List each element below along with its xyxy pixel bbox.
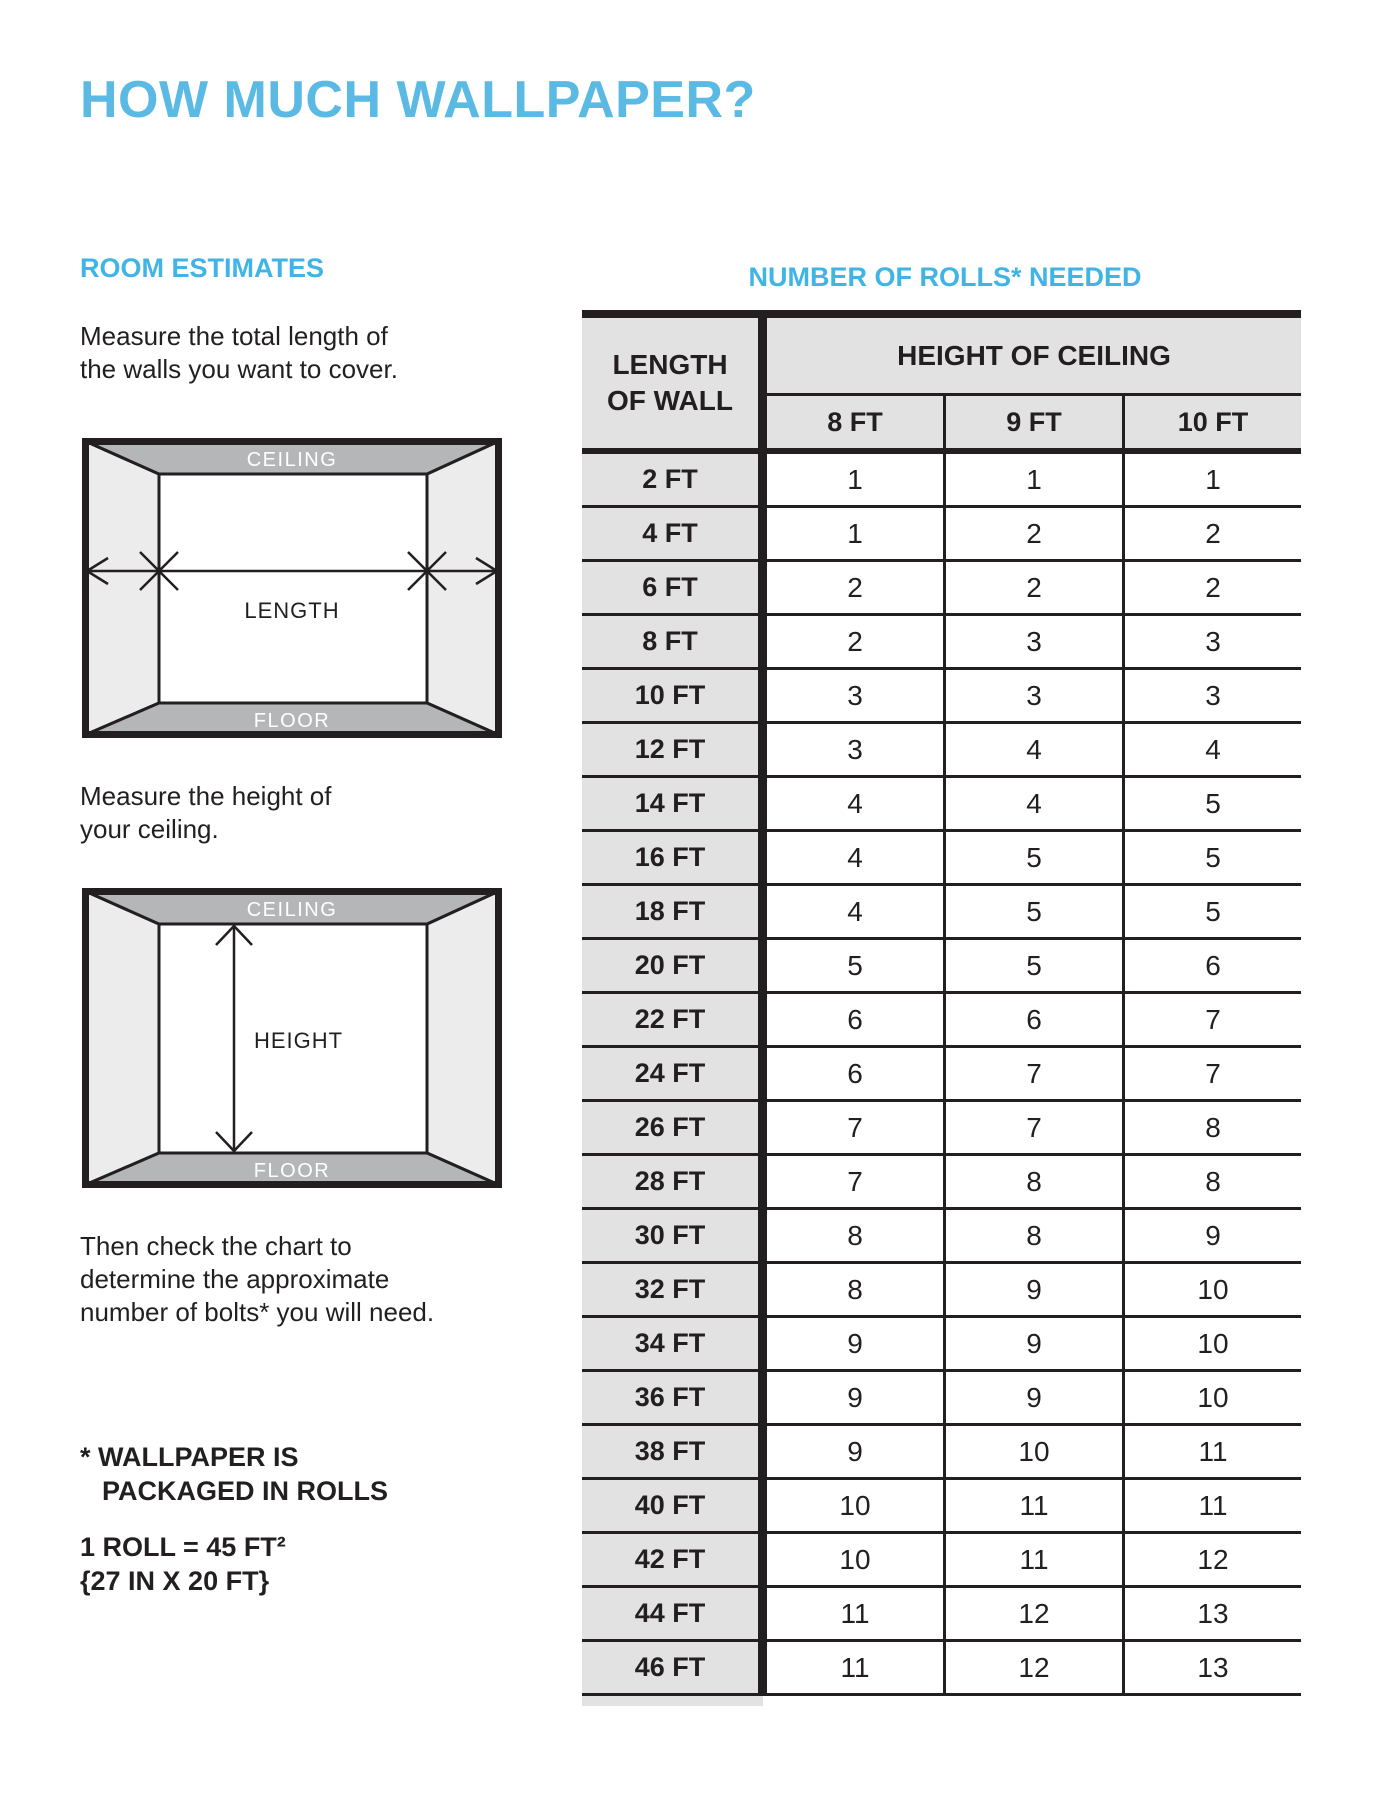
paragraph-line: number of bolts* you will need. bbox=[80, 1297, 435, 1327]
left-wall bbox=[85, 441, 159, 735]
column-header-9ft: 9 FT bbox=[945, 395, 1124, 452]
height-label: HEIGHT bbox=[254, 1028, 344, 1053]
row-label-cell: 42 FT bbox=[582, 1533, 763, 1587]
roll-size-line: 1 ROLL = 45 FT² bbox=[80, 1532, 286, 1562]
value-cell-9ft: 7 bbox=[945, 1101, 1124, 1155]
table-row bbox=[582, 1317, 1301, 1371]
paragraph-line: Then check the chart to bbox=[80, 1231, 352, 1261]
table-row bbox=[582, 615, 1301, 669]
row-label-cell: 32 FT bbox=[582, 1263, 763, 1317]
value-cell-10ft: 13 bbox=[1124, 1587, 1302, 1641]
value-cell-10ft: 4 bbox=[1124, 723, 1302, 777]
right-wall bbox=[427, 441, 499, 735]
row-label-cell: 4 FT bbox=[582, 507, 763, 561]
value-cell-10ft: 8 bbox=[1124, 1101, 1302, 1155]
value-cell-8ft: 10 bbox=[763, 1479, 945, 1533]
value-cell-8ft: 6 bbox=[763, 1047, 945, 1101]
value-cell-8ft: 11 bbox=[763, 1641, 945, 1695]
paragraph-line: Measure the height of bbox=[80, 781, 332, 811]
table-row bbox=[582, 669, 1301, 723]
value-cell-10ft: 11 bbox=[1124, 1479, 1302, 1533]
table-row bbox=[582, 1371, 1301, 1425]
floor-label: FLOOR bbox=[253, 1160, 331, 1182]
value-cell-10ft: 8 bbox=[1124, 1155, 1302, 1209]
value-cell-9ft: 4 bbox=[945, 723, 1124, 777]
value-cell-8ft: 2 bbox=[763, 615, 945, 669]
table-row bbox=[582, 1263, 1301, 1317]
value-cell-8ft: 1 bbox=[763, 451, 945, 507]
value-cell-8ft: 11 bbox=[763, 1587, 945, 1641]
value-cell-9ft: 9 bbox=[945, 1263, 1124, 1317]
rolls-table-body bbox=[582, 451, 1301, 1695]
value-cell-9ft: 5 bbox=[945, 831, 1124, 885]
value-cell-9ft: 2 bbox=[945, 507, 1124, 561]
ceiling-label: CEILING bbox=[246, 899, 338, 921]
row-label-cell: 22 FT bbox=[582, 993, 763, 1047]
row-label-cell: 14 FT bbox=[582, 777, 763, 831]
value-cell-9ft: 3 bbox=[945, 669, 1124, 723]
header-line: OF WALL bbox=[607, 385, 733, 416]
row-label-cell: 38 FT bbox=[582, 1425, 763, 1479]
value-cell-8ft: 4 bbox=[763, 831, 945, 885]
value-cell-8ft: 6 bbox=[763, 993, 945, 1047]
row-label-cell: 10 FT bbox=[582, 669, 763, 723]
row-label-cell: 34 FT bbox=[582, 1317, 763, 1371]
value-cell-9ft: 8 bbox=[945, 1209, 1124, 1263]
table-row bbox=[582, 1533, 1301, 1587]
value-cell-10ft: 10 bbox=[1124, 1371, 1302, 1425]
paragraph-line: Measure the total length of bbox=[80, 321, 388, 351]
row-label-cell: 30 FT bbox=[582, 1209, 763, 1263]
left-wall bbox=[85, 891, 159, 1185]
value-cell-9ft: 7 bbox=[945, 1047, 1124, 1101]
row-label-cell: 12 FT bbox=[582, 723, 763, 777]
room-diagram-length bbox=[82, 438, 502, 738]
table-row bbox=[582, 1587, 1301, 1641]
height-of-ceiling-header: HEIGHT OF CEILING bbox=[763, 314, 1302, 395]
row-label-cell: 2 FT bbox=[582, 451, 763, 507]
row-label-cell: 44 FT bbox=[582, 1587, 763, 1641]
value-cell-10ft: 6 bbox=[1124, 939, 1302, 993]
table-row bbox=[582, 1047, 1301, 1101]
value-cell-8ft: 7 bbox=[763, 1155, 945, 1209]
table-row bbox=[582, 993, 1301, 1047]
value-cell-10ft: 5 bbox=[1124, 831, 1302, 885]
value-cell-8ft: 3 bbox=[763, 723, 945, 777]
table-row bbox=[582, 1155, 1301, 1209]
value-cell-10ft: 1 bbox=[1124, 451, 1302, 507]
value-cell-10ft: 5 bbox=[1124, 885, 1302, 939]
value-cell-10ft: 9 bbox=[1124, 1209, 1302, 1263]
value-cell-8ft: 8 bbox=[763, 1263, 945, 1317]
value-cell-8ft: 4 bbox=[763, 777, 945, 831]
ceiling-label: CEILING bbox=[246, 449, 338, 471]
table-row bbox=[582, 1479, 1301, 1533]
row-label-cell: 8 FT bbox=[582, 615, 763, 669]
paragraph-line: your ceiling. bbox=[80, 814, 219, 844]
value-cell-8ft: 5 bbox=[763, 939, 945, 993]
value-cell-10ft: 7 bbox=[1124, 993, 1302, 1047]
table-row bbox=[582, 831, 1301, 885]
value-cell-9ft: 3 bbox=[945, 615, 1124, 669]
room-diagram-height bbox=[82, 888, 502, 1188]
table-row bbox=[582, 1425, 1301, 1479]
row-label-cell: 20 FT bbox=[582, 939, 763, 993]
value-cell-10ft: 7 bbox=[1124, 1047, 1302, 1101]
row-label-cell: 24 FT bbox=[582, 1047, 763, 1101]
room-estimates-heading: ROOM ESTIMATES bbox=[80, 253, 325, 283]
value-cell-9ft: 11 bbox=[945, 1533, 1124, 1587]
row-label-cell: 26 FT bbox=[582, 1101, 763, 1155]
rolls-table bbox=[582, 310, 1301, 1706]
length-label: LENGTH bbox=[244, 598, 340, 623]
value-cell-9ft: 9 bbox=[945, 1317, 1124, 1371]
row-label-cell: 28 FT bbox=[582, 1155, 763, 1209]
value-cell-9ft: 12 bbox=[945, 1587, 1124, 1641]
value-cell-8ft: 9 bbox=[763, 1371, 945, 1425]
value-cell-9ft: 8 bbox=[945, 1155, 1124, 1209]
table-footer-strip bbox=[582, 1695, 1301, 1707]
roll-size-line: {27 IN X 20 FT} bbox=[80, 1566, 270, 1596]
rolls-needed-heading: NUMBER OF ROLLS* NEEDED bbox=[748, 262, 1142, 292]
value-cell-9ft: 6 bbox=[945, 993, 1124, 1047]
value-cell-9ft: 4 bbox=[945, 777, 1124, 831]
row-label-cell: 40 FT bbox=[582, 1479, 763, 1533]
row-label-cell: 46 FT bbox=[582, 1641, 763, 1695]
table-row bbox=[582, 939, 1301, 993]
back-wall bbox=[159, 474, 427, 703]
table-row bbox=[582, 507, 1301, 561]
gray-strip bbox=[582, 1695, 763, 1707]
length-of-wall-header bbox=[582, 314, 763, 451]
value-cell-10ft: 2 bbox=[1124, 561, 1302, 615]
paragraph-line: determine the approximate bbox=[80, 1264, 390, 1294]
value-cell-9ft: 5 bbox=[945, 885, 1124, 939]
value-cell-10ft: 5 bbox=[1124, 777, 1302, 831]
table-row bbox=[582, 777, 1301, 831]
table-row bbox=[582, 1641, 1301, 1695]
value-cell-9ft: 12 bbox=[945, 1641, 1124, 1695]
value-cell-9ft: 2 bbox=[945, 561, 1124, 615]
value-cell-9ft: 9 bbox=[945, 1371, 1124, 1425]
value-cell-9ft: 1 bbox=[945, 451, 1124, 507]
value-cell-10ft: 12 bbox=[1124, 1533, 1302, 1587]
roll-size-note bbox=[80, 1530, 286, 1598]
value-cell-10ft: 10 bbox=[1124, 1317, 1302, 1371]
table-row bbox=[582, 561, 1301, 615]
value-cell-8ft: 9 bbox=[763, 1425, 945, 1479]
value-cell-9ft: 11 bbox=[945, 1479, 1124, 1533]
floor-label: FLOOR bbox=[253, 710, 331, 732]
row-label-cell: 6 FT bbox=[582, 561, 763, 615]
value-cell-8ft: 10 bbox=[763, 1533, 945, 1587]
table-row bbox=[582, 451, 1301, 507]
paragraph-line: the walls you want to cover. bbox=[80, 354, 398, 384]
page-title: HOW MUCH WALLPAPER? bbox=[80, 71, 756, 129]
value-cell-8ft: 9 bbox=[763, 1317, 945, 1371]
table-row bbox=[582, 723, 1301, 777]
value-cell-9ft: 10 bbox=[945, 1425, 1124, 1479]
value-cell-10ft: 10 bbox=[1124, 1263, 1302, 1317]
table-header-row-1 bbox=[582, 314, 1301, 395]
measure-length-paragraph bbox=[80, 320, 398, 386]
value-cell-8ft: 7 bbox=[763, 1101, 945, 1155]
row-label-cell: 18 FT bbox=[582, 885, 763, 939]
row-label-cell: 36 FT bbox=[582, 1371, 763, 1425]
value-cell-10ft: 2 bbox=[1124, 507, 1302, 561]
value-cell-10ft: 3 bbox=[1124, 669, 1302, 723]
value-cell-10ft: 3 bbox=[1124, 615, 1302, 669]
value-cell-10ft: 13 bbox=[1124, 1641, 1302, 1695]
check-chart-paragraph bbox=[80, 1230, 434, 1329]
value-cell-8ft: 4 bbox=[763, 885, 945, 939]
value-cell-10ft: 11 bbox=[1124, 1425, 1302, 1479]
row-label-cell: 16 FT bbox=[582, 831, 763, 885]
column-header-10ft: 10 FT bbox=[1124, 395, 1302, 452]
table-row bbox=[582, 885, 1301, 939]
header-line: LENGTH bbox=[612, 349, 728, 380]
footnote-line: PACKAGED IN ROLLS bbox=[102, 1476, 389, 1506]
value-cell-8ft: 1 bbox=[763, 507, 945, 561]
right-wall bbox=[427, 891, 499, 1185]
value-cell-8ft: 2 bbox=[763, 561, 945, 615]
value-cell-8ft: 3 bbox=[763, 669, 945, 723]
table-row bbox=[582, 1101, 1301, 1155]
value-cell-8ft: 8 bbox=[763, 1209, 945, 1263]
column-header-8ft: 8 FT bbox=[763, 395, 945, 452]
table-row bbox=[582, 1209, 1301, 1263]
measure-height-paragraph bbox=[80, 780, 332, 846]
footnote-line: * WALLPAPER IS bbox=[80, 1442, 299, 1472]
rolls-footnote bbox=[80, 1440, 388, 1508]
value-cell-9ft: 5 bbox=[945, 939, 1124, 993]
